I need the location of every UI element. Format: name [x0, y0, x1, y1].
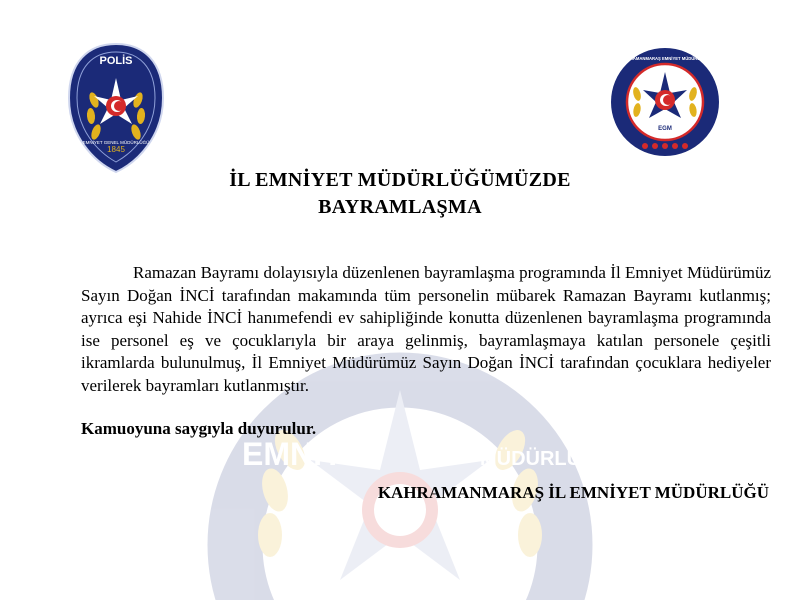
provincial-police-emblem-icon — [601, 46, 729, 158]
emblem-ring-text: KAHRAMANMARAŞ EMNİYET MÜDÜRLÜĞÜ — [620, 56, 710, 61]
title-line-1: İL EMNİYET MÜDÜRLÜĞÜMÜZDE — [229, 169, 571, 191]
emblem-bottom-text: EGM — [658, 126, 672, 132]
badge-ring-text: EMNİYET GENEL MÜDÜRLÜĞÜ — [82, 140, 150, 145]
title-line-2: BAYRAMLAŞMA — [318, 196, 482, 218]
body-paragraph — [81, 262, 771, 398]
badge-top-text: POLİS — [99, 55, 133, 67]
police-badge-icon — [66, 40, 166, 175]
closing-line: Kamuoyuna saygıyla duyurulur. — [81, 419, 317, 438]
signature-line: KAHRAMANMARAŞ İL EMNİYET MÜDÜRLÜĞÜ — [377, 483, 769, 502]
document-title — [0, 167, 800, 221]
body-text: Ramazan Bayramı dolayısıyla düzenlenen bayramlaşma programında İl Emniyet Müdürümüz Sayın Doğan İNCİ tarafından makamında tüm personelin mübarek Ramazan Bayramı kutlanmış; ayrıca eşi Nahide İNCİ hanımefendi ev sahipliğinde konutta düzenlenen bayramlaşma programında ise personel eş ve çocuklarıyla bir araya gelinmiş, bayramlaşmaya katılan personele çeşitli ikramlarda bulunulmuş, İl Emniyet Müdürümüz Sayın Doğan İNCİ tarafından çocuklara hediyeler verilerek bayramları kutlanmıştır. — [81, 263, 771, 395]
watermark-text-left: EMNİYE — [242, 436, 365, 472]
badge-year: 1845 — [107, 145, 125, 154]
watermark-text-right: MÜDÜRLÜĞÜ — [480, 448, 612, 470]
